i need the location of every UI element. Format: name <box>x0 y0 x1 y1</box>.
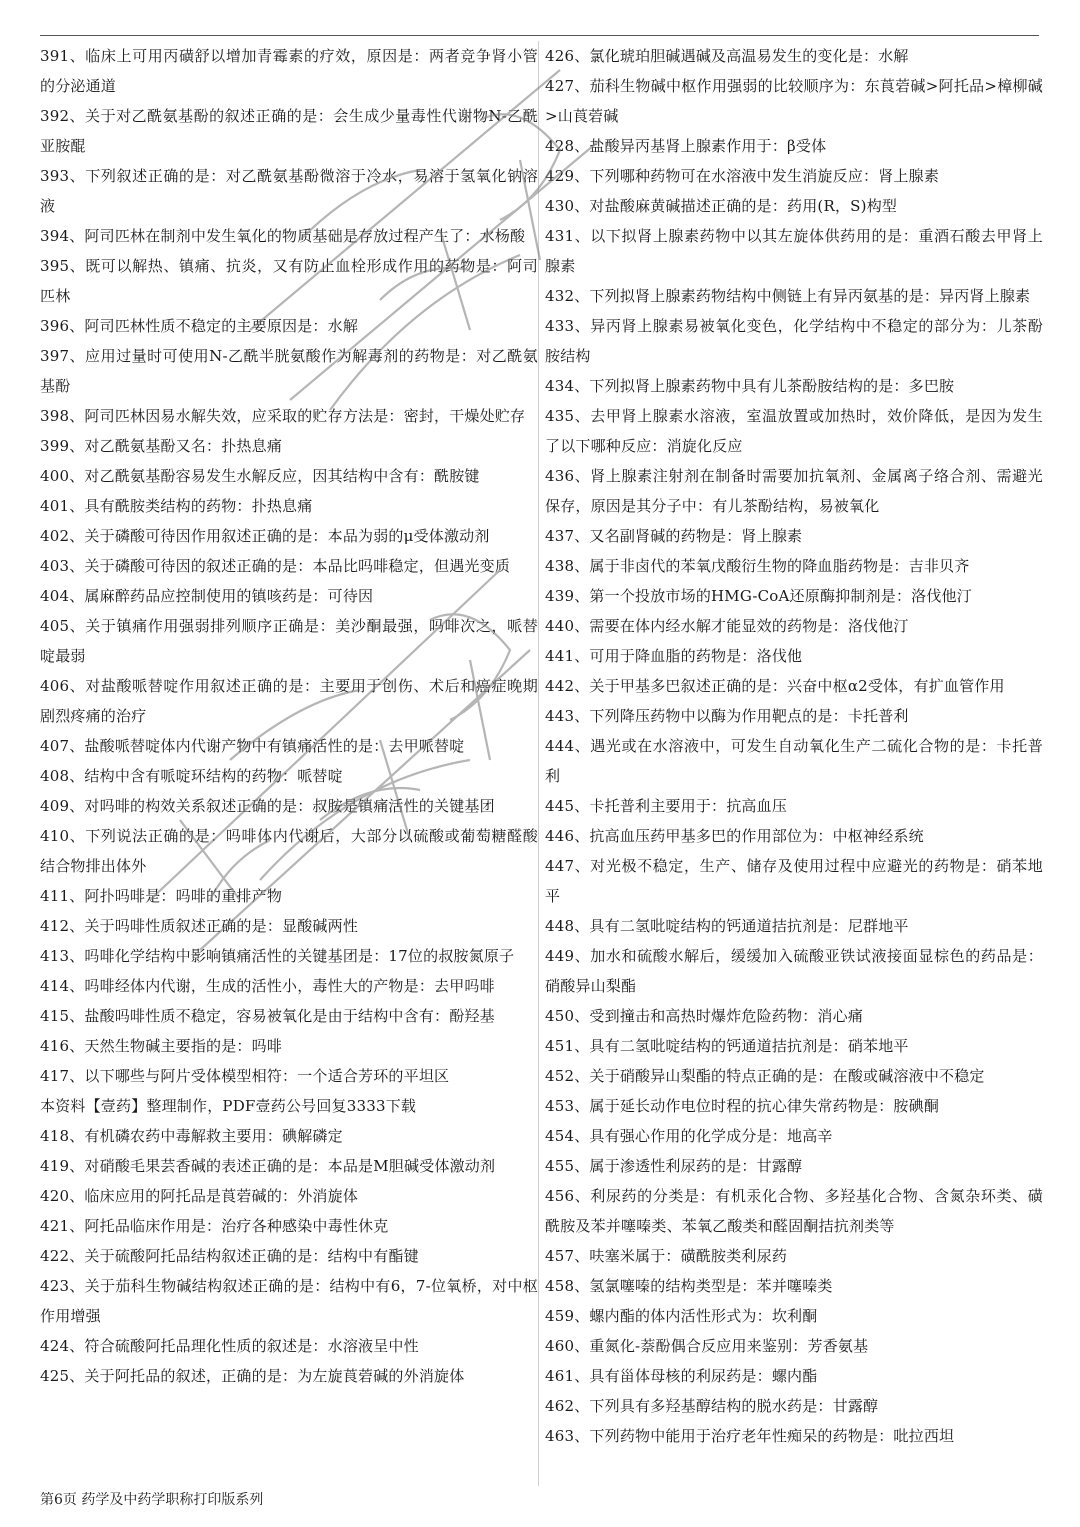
qa-item: 453、属于延长动作电位时程的抗心律失常药物是：胺碘酮 <box>545 1097 940 1115</box>
right-column <box>545 41 1043 1451</box>
qa-item: 456、利尿药的分类是：有机汞化合物、多羟基化合物、含氮杂环类、磺酰胺及苯并噻嗪类、苯氧乙酸类和醛固酮拮抗剂类等 <box>545 1187 1043 1235</box>
qa-item: 427、茄科生物碱中枢作用强弱的比较顺序为：东莨菪碱>阿托品>樟柳碱>山莨菪碱 <box>545 77 1043 125</box>
qa-item: 455、属于渗透性利尿药的是：甘露醇 <box>545 1157 803 1175</box>
qa-item: 396、阿司匹林性质不稳定的主要原因是：水解 <box>40 317 359 335</box>
qa-item: 447、对光极不稳定，生产、储存及使用过程中应避光的药物是：硝苯地平 <box>545 857 1043 905</box>
qa-item: 425、关于阿托品的叙述，正确的是：为左旋莨菪碱的外消旋体 <box>40 1367 465 1385</box>
qa-item: 406、对盐酸哌替啶作用叙述正确的是：主要用于创伤、术后和癌症晚期剧烈疼痛的治疗 <box>40 677 538 725</box>
qa-item: 433、异丙肾上腺素易被氧化变色，化学结构中不稳定的部分为：儿茶酚胺结构 <box>545 317 1043 365</box>
qa-item: 443、下列降压药物中以酶为作用靶点的是：卡托普利 <box>545 707 909 725</box>
qa-item: 430、对盐酸麻黄碱描述正确的是：药用(R，S)构型 <box>545 197 898 215</box>
qa-item: 397、应用过量时可使用N-乙酰半胱氨酸作为解毒剂的药物是：对乙酰氨基酚 <box>40 347 538 395</box>
qa-item: 439、第一个投放市场的HMG-CoA还原酶抑制剂是：洛伐他汀 <box>545 587 972 605</box>
qa-item: 429、下列哪种药物可在水溶液中发生消旋反应：肾上腺素 <box>545 167 940 185</box>
qa-item: 458、氢氯噻嗪的结构类型是：苯并噻嗪类 <box>545 1277 833 1295</box>
qa-item: 431、以下拟肾上腺素药物中以其左旋体供药用的是：重酒石酸去甲肾上腺素 <box>545 227 1043 275</box>
qa-item: 399、对乙酰氨基酚又名：扑热息痛 <box>40 437 283 455</box>
qa-item: 463、下列药物中能用于治疗老年性痴呆的药物是：吡拉西坦 <box>545 1427 955 1445</box>
left-column <box>40 41 538 1391</box>
qa-item: 432、下列拟肾上腺素药物结构中侧链上有异丙氨基的是：异丙肾上腺素 <box>545 287 1031 305</box>
qa-item: 438、属于非卤代的苯氧戊酸衍生物的降血脂药物是：吉非贝齐 <box>545 557 970 575</box>
qa-item: 402、关于磷酸可待因作用叙述正确的是：本品为弱的μ受体激动剂 <box>40 527 490 545</box>
qa-item: 409、对吗啡的构效关系叙述正确的是：叔胺是镇痛活性的关键基团 <box>40 797 495 815</box>
qa-item: 413、吗啡化学结构中影响镇痛活性的关键基团是：17位的叔胺氮原子 <box>40 947 515 965</box>
qa-item: 452、关于硝酸异山梨酯的特点正确的是：在酸或碱溶液中不稳定 <box>545 1067 985 1085</box>
top-rule <box>40 35 1039 36</box>
qa-item: 391、临床上可用丙磺舒以增加青霉素的疗效，原因是：两者竞争肾小管的分泌通道 <box>40 47 538 95</box>
qa-item: 403、关于磷酸可待因的叙述正确的是：本品比吗啡稳定，但遇光变质 <box>40 557 511 575</box>
qa-item: 442、关于甲基多巴叙述正确的是：兴奋中枢α2受体，有扩血管作用 <box>545 677 1005 695</box>
qa-item: 412、关于吗啡性质叙述正确的是：显酸碱两性 <box>40 917 359 935</box>
qa-item: 448、具有二氢吡啶结构的钙通道拮抗剂是：尼群地平 <box>545 917 909 935</box>
qa-item: 401、具有酰胺类结构的药物：扑热息痛 <box>40 497 313 515</box>
qa-item: 404、属麻醉药品应控制使用的镇咳药是：可待因 <box>40 587 374 605</box>
qa-item: 445、卡托普利主要用于：抗高血压 <box>545 797 788 815</box>
qa-item: 416、天然生物碱主要指的是：吗啡 <box>40 1037 283 1055</box>
qa-item: 419、对硝酸毛果芸香碱的表述正确的是：本品是M胆碱受体激动剂 <box>40 1157 496 1175</box>
qa-item: 415、盐酸吗啡性质不稳定，容易被氧化是由于结构中含有：酚羟基 <box>40 1007 495 1025</box>
qa-item: 460、重氮化-萘酚偶合反应用来鉴别：芳香氨基 <box>545 1337 869 1355</box>
qa-item: 420、临床应用的阿托品是莨菪碱的：外消旋体 <box>40 1187 359 1205</box>
qa-item: 441、可用于降血脂的药物是：洛伐他 <box>545 647 803 665</box>
qa-item: 440、需要在体内经水解才能显效的药物是：洛伐他汀 <box>545 617 909 635</box>
qa-item: 407、盐酸哌替啶体内代谢产物中有镇痛活性的是：去甲哌替啶 <box>40 737 465 755</box>
qa-item: 461、具有甾体母核的利尿药是：螺内酯 <box>545 1367 818 1385</box>
qa-item: 426、氯化琥珀胆碱遇碱及高温易发生的变化是：水解 <box>545 47 909 65</box>
qa-item: 410、下列说法正确的是：吗啡体内代谢后，大部分以硫酸或葡萄糖醛酸结合物排出体外 <box>40 827 538 875</box>
qa-item: 393、下列叙述正确的是：对乙酰氨基酚微溶于冷水，易溶于氢氧化钠溶液 <box>40 167 538 215</box>
qa-item: 423、关于茄科生物碱结构叙述正确的是：结构中有6，7-位氧桥，对中枢作用增强 <box>40 1277 538 1325</box>
qa-item: 454、具有强心作用的化学成分是：地高辛 <box>545 1127 833 1145</box>
qa-item: 405、关于镇痛作用强弱排列顺序正确是：美沙酮最强，吗啡次之，哌替啶最弱 <box>40 617 538 665</box>
qa-item: 424、符合硫酸阿托品理化性质的叙述是：水溶液呈中性 <box>40 1337 419 1355</box>
qa-item: 418、有机磷农药中毒解救主要用：碘解磷定 <box>40 1127 343 1145</box>
qa-item: 408、结构中含有哌啶环结构的药物：哌替啶 <box>40 767 343 785</box>
qa-item: 395、既可以解热、镇痛、抗炎，又有防止血栓形成作用的药物是：阿司匹林 <box>40 257 538 305</box>
qa-item: 449、加水和硫酸水解后，缓缓加入硫酸亚铁试液接面显棕色的药品是：硝酸异山梨酯 <box>545 947 1043 995</box>
qa-item: 437、又名副肾碱的药物是：肾上腺素 <box>545 527 803 545</box>
qa-item: 本资料【壹药】整理制作，PDF壹药公号回复3333下载 <box>40 1097 417 1115</box>
qa-item: 446、抗高血压药甲基多巴的作用部位为：中枢神经系统 <box>545 827 924 845</box>
qa-item: 444、遇光或在水溶液中，可发生自动氧化生产二硫化合物的是：卡托普利 <box>545 737 1043 785</box>
qa-item: 428、盐酸异丙基肾上腺素作用于：β受体 <box>545 137 827 155</box>
qa-item: 411、阿扑吗啡是：吗啡的重排产物 <box>40 887 283 905</box>
qa-item: 450、受到撞击和高热时爆炸危险药物：消心痛 <box>545 1007 864 1025</box>
qa-item: 457、呋塞米属于：磺酰胺类利尿药 <box>545 1247 788 1265</box>
qa-item: 392、关于对乙酰氨基酚的叙述正确的是：会生成少量毒性代谢物N-乙酰亚胺醌 <box>40 107 538 155</box>
qa-item: 451、具有二氢吡啶结构的钙通道拮抗剂是：硝苯地平 <box>545 1037 909 1055</box>
qa-item: 422、关于硫酸阿托品结构叙述正确的是：结构中有酯键 <box>40 1247 419 1265</box>
qa-item: 421、阿托品临床作用是：治疗各种感染中毒性休克 <box>40 1217 389 1235</box>
qa-item: 462、下列具有多羟基醇结构的脱水药是：甘露醇 <box>545 1397 879 1415</box>
qa-item: 435、去甲肾上腺素水溶液，室温放置或加热时，效价降低，是因为发生了以下哪种反应：消旋化反应 <box>545 407 1043 455</box>
column-divider <box>538 41 539 1486</box>
qa-item: 436、肾上腺素注射剂在制备时需要加抗氧剂、金属离子络合剂、需避光保存，原因是其分子中：有儿茶酚结构，易被氧化 <box>545 467 1043 515</box>
page-footer: 第6页 药学及中药学职称打印版系列 <box>40 1492 264 1508</box>
qa-item: 414、吗啡经体内代谢，生成的活性小，毒性大的产物是：去甲吗啡 <box>40 977 495 995</box>
qa-item: 459、螺内酯的体内活性形式为：坎利酮 <box>545 1307 818 1325</box>
qa-item: 400、对乙酰氨基酚容易发生水解反应，因其结构中含有：酰胺键 <box>40 467 480 485</box>
qa-item: 434、下列拟肾上腺素药物中具有儿茶酚胺结构的是：多巴胺 <box>545 377 955 395</box>
qa-item: 417、以下哪些与阿片受体模型相符：一个适合芳环的平坦区 <box>40 1067 450 1085</box>
qa-item: 394、阿司匹林在制剂中发生氧化的物质基础是存放过程产生了：水杨酸 <box>40 227 526 245</box>
qa-item: 398、阿司匹林因易水解失效，应采取的贮存方法是：密封，干燥处贮存 <box>40 407 526 425</box>
